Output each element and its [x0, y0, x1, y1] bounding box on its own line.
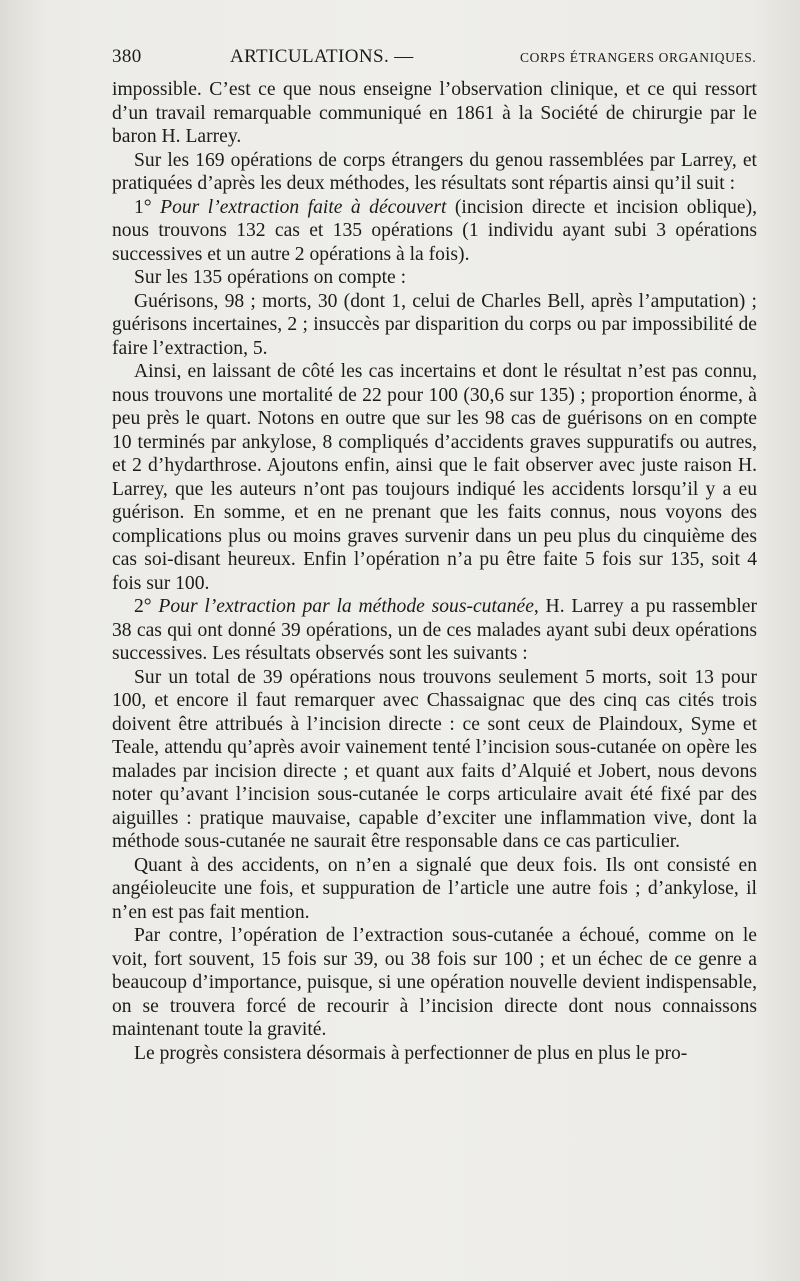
paragraph-text: Le progrès consistera désormais à perfectionner de plus en plus le pro-	[134, 1042, 688, 1064]
paragraph-text: (incision directe et incision oblique), nous trouvons 132 cas et 135 opérations (1 individu ayant subi 3 opérations successives et un autre 2 opérations à la fois).	[112, 196, 758, 265]
paragraph-text: Quant à des accidents, on n’en a signalé que deux fois. Ils ont consisté en angéioleucite une fois, et suppuration de l’article une autre fois ; d’ankylose, il n’en est pas fait mention.	[112, 854, 757, 923]
paragraph-text: Sur les 135 opérations on compte :	[134, 267, 407, 288]
paragraph-text: Guérisons, 98 ; morts, 30 (dont 1, celui de Charles Bell, après l’amputation) ; guérisons incertaines, 2 ; insuccès par disparition du corps ou par impossibilité de faire l’extraction, 5.	[112, 290, 757, 359]
paragraph-text: Par contre, l’opération de l’extraction sous-cutanée a échoué, comme on le voit, fort souvent, 15 fois sur 39, ou 38 fois sur 100 ; et un échec de ce genre a beaucoup d’importance, puisque, si une opération nouvelle devient indispensable, on se trouvera forcé de recourir à l’incision directe dont nous connaissons maintenant toute la gravité.	[112, 925, 757, 1040]
paragraph-text: Ainsi, en laissant de côté les cas incertains et dont le résultat n’est pas connu, nous trouvons une mortalité de 22 pour 100 (30,6 sur 135) ; proportion énorme, à peu près le quart. Notons en outre que sur les 98 cas de guérisons on en compte 10 terminés par ankylose, 8 compliqués d’accidents graves suppuratifs ou autres, et 2 d’hydarthrose. Ajoutons enfin, ainsi que le fait observer avec juste raison H. Larrey, que les auteurs n’ont pas toujours indiqué les accidents lorsqu’il y a eu guérison. En somme, et en ne prenant que les faits connus, nous voyons des complications plus ou moins graves survenir dans un peu plus du cinquième des cas soi-disant heureux. Enfin l’opération n’a pu être faite 5 fois sur 135, soit 4 fois sur 100.	[112, 361, 757, 594]
running-head	[112, 46, 757, 72]
paragraph	[112, 290, 757, 361]
paragraph	[112, 196, 757, 267]
paragraph-text: Sur les 169 opérations de corps étrangers du genou rassemblées par Larrey, et pratiquées d’après les deux méthodes, les résultats sont répartis ainsi qu’il suit :	[112, 149, 757, 194]
paragraph-text: , H. Larrey a pu rassembler 38 cas qui ont donné 39 opérations, un de ces malades ayant subi deux opérations successives. Les résultats observés sont les suivants :	[112, 596, 758, 664]
paragraph-text: Sur un total de 39 opérations nous trouvons seulement 5 morts, soit 13 pour 100, et encore il faut remarquer avec Chassaignac que des cinq cas cités trois doivent être attribués à l’incision directe : ce sont ceux de Plaindoux, Syme et Teale, attendu qu’après avoir vainement tenté l’incision sous-cutanée on opère les malades par incision directe ; et quant aux faits d’Alquié et Jobert, nous devons noter qu’avant l’incision sous-cutanée le corps articulaire avait été fixé par des aiguilles : pratique mauvaise, capable d’exciter une inflammation vive, dont la méthode sous-cutanée ne saurait être responsable dans ce cas particulier.	[112, 666, 757, 852]
paragraph-italic-lead: Pour l’extraction par la méthode sous-cutanée	[158, 596, 534, 617]
paragraph-italic-lead: Pour l’extraction faite à découvert	[160, 196, 447, 218]
paragraph-number: 2°	[134, 596, 159, 617]
paragraph	[112, 360, 757, 595]
running-title: ARTICULATIONS. —	[230, 46, 414, 67]
paragraph	[112, 595, 757, 666]
paragraph-text: impossible. C’est ce que nous enseigne l’observation clinique, et ce qui ressort d’un travail remarquable communiqué en 1861 à la Société de chirurgie par le baron H. Larrey.	[112, 79, 757, 147]
paragraph	[112, 854, 757, 925]
paragraph	[112, 78, 757, 149]
running-subtitle: CORPS ÉTRANGERS ORGANIQUES.	[520, 50, 757, 65]
body-text	[112, 78, 757, 1065]
page-number: 380	[112, 46, 142, 67]
paragraph-number: 1°	[134, 196, 161, 218]
paragraph	[112, 149, 757, 196]
paragraph	[112, 266, 757, 290]
paragraph	[112, 1042, 757, 1066]
paragraph	[112, 666, 757, 854]
paragraph	[112, 924, 757, 1042]
